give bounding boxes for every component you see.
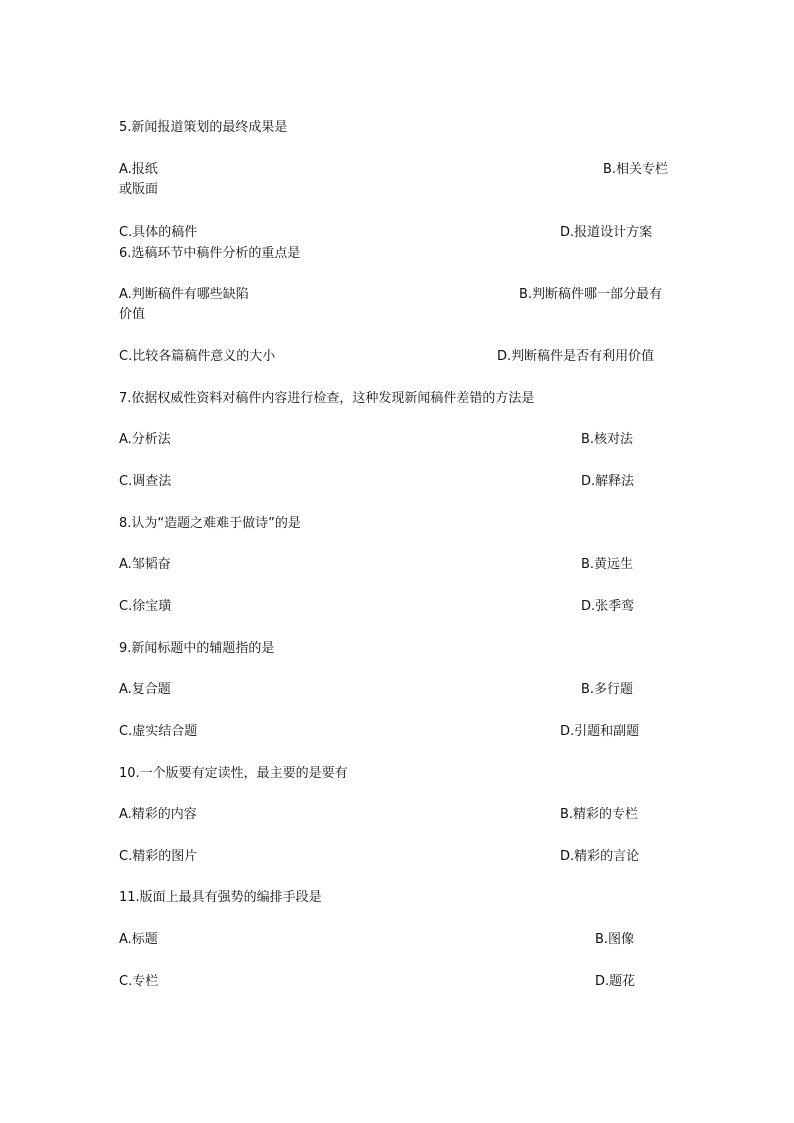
option-d: D.引题和副题 (560, 724, 640, 739)
option-a: A.复合题 (119, 682, 171, 697)
option-c: C.比较各篇稿件意义的大小 (119, 349, 276, 364)
question-stem: 11.版面上最具有强势的编排手段是 (119, 890, 322, 905)
question-stem: 6.选稿环节中稿件分析的重点是 (119, 246, 301, 261)
option-b: B.黄远生 (581, 557, 634, 572)
option-c: C.具体的稿件 (119, 225, 198, 240)
option-b: B.精彩的专栏 (560, 807, 639, 822)
option-c: C.徐宝璜 (119, 599, 172, 614)
option-a: A.精彩的内容 (119, 807, 197, 822)
option-c: C.专栏 (119, 974, 159, 989)
option-b: B.图像 (595, 932, 635, 947)
question-stem: 10.一个版要有定读性，最主要的是要有 (119, 766, 348, 781)
question-stem: 5.新闻报道策划的最终成果是 (119, 120, 288, 135)
option-a: A.分析法 (119, 432, 171, 447)
option-b: B.相关专栏 (603, 162, 669, 177)
option-b: B.核对法 (581, 432, 634, 447)
option-d: D.解释法 (581, 474, 635, 489)
option-b: B.判断稿件哪一部分最有 (519, 287, 663, 302)
option-d: D.判断稿件是否有利用价值 (497, 349, 655, 364)
option-a: A.判断稿件有哪些缺陷 (119, 287, 249, 302)
option-c: C.调查法 (119, 474, 172, 489)
option-c: C.精彩的图片 (119, 849, 198, 864)
question-stem: 9.新闻标题中的辅题指的是 (119, 641, 275, 656)
option-b-continuation: 或版面 (119, 182, 159, 197)
question-stem: 7.依据权威性资料对稿件内容进行检查，这种发现新闻稿件差错的方法是 (119, 391, 535, 406)
option-a: A.报纸 (119, 162, 158, 177)
option-d: D.题花 (595, 974, 636, 989)
option-c: C.虚实结合题 (119, 724, 198, 739)
option-d: D.报道设计方案 (560, 225, 653, 240)
option-d: D.张季鸾 (581, 599, 635, 614)
option-b-continuation: 价值 (119, 307, 146, 322)
question-stem: 8.认为“造题之难难于做诗”的是 (119, 516, 301, 531)
option-d: D.精彩的言论 (560, 849, 640, 864)
option-a: A.标题 (119, 932, 158, 947)
option-b: B.多行题 (581, 682, 634, 697)
option-a: A.邹韬奋 (119, 557, 171, 572)
